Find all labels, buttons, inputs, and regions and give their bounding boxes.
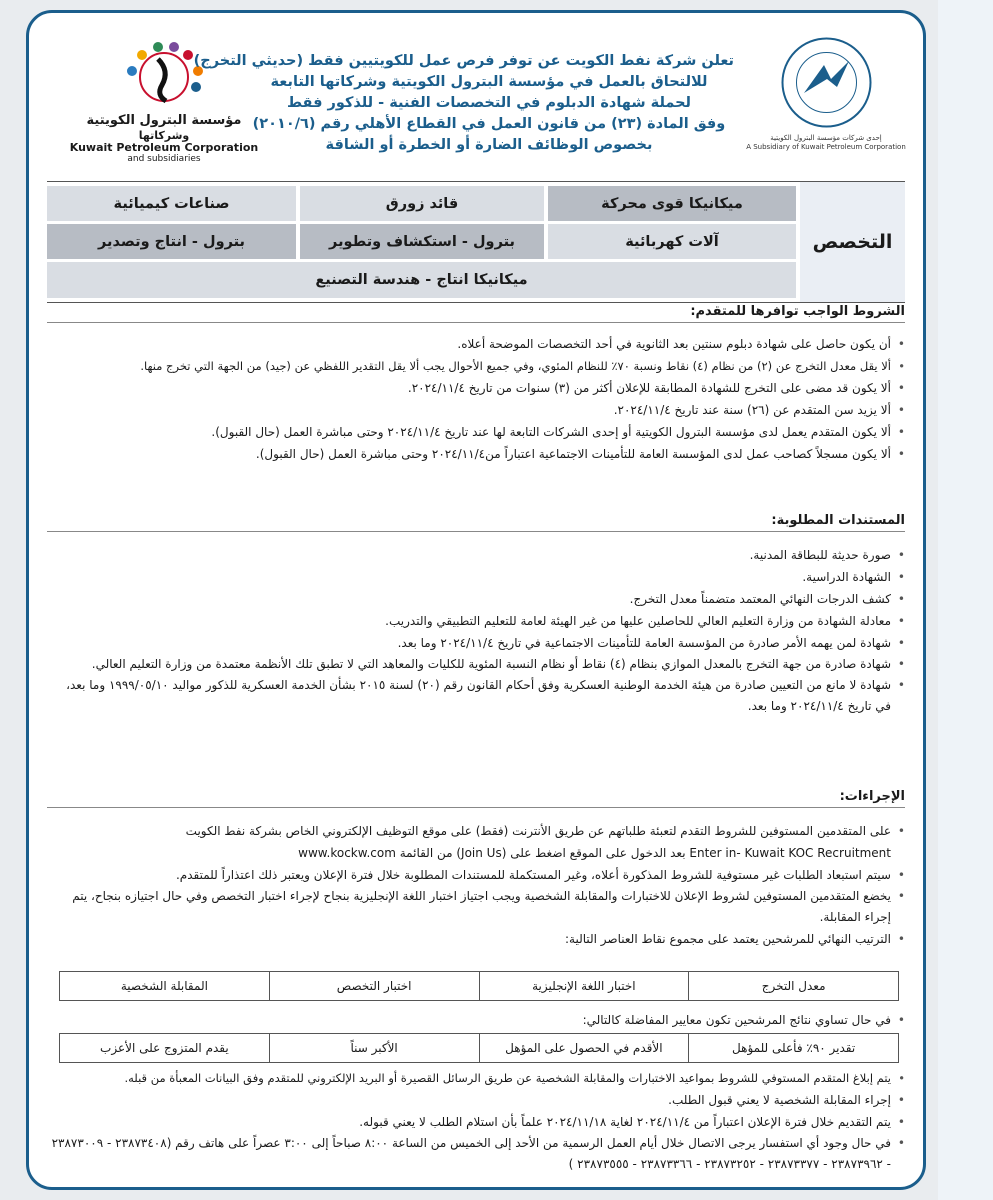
list-item: • صورة حديثة للبطاقة المدنية.	[47, 544, 905, 566]
list-item	[47, 842, 905, 864]
conditions-title: الشروط الواجب توافرها للمتقدم:	[47, 304, 905, 323]
list-item: • في حال وجود أي استفسار يرجى الاتصال خلال أيام العمل الرسمية من الأحد إلى الخميس من الساعة ٨:٠٠ صباحاً إلى ٣:٠٠ عصراً على هاتف رقم (٢٣٨٧٣٤٠٨ - ٢٣٨٧٣٠٠٩ - ٢٣٨٧٣٩٦٢ - ٢٣٨٧٣٣٧٧ - ٢٣٨٧٣٢٥٢ - ٢٣٨٧٣٣٦٦ - ٢٣٨٧٣٥٥٥ )	[47, 1133, 905, 1175]
list-item: • يتم إبلاغ المتقدم المستوفي للشروط بمواعيد الاختبارات والمقابلة الشخصية عن طريق الرسائل القصيرة أو البريد الإلكتروني للمتقدم وفق البيانات المعبأة من قبله.	[47, 1067, 905, 1089]
koc-emblem-icon	[779, 35, 874, 130]
list-item: • الترتيب النهائي للمرشحين يعتمد على مجموع نقاط العناصر التالية:	[47, 928, 905, 950]
title-line: بخصوص الوظائف الضارة أو الخطرة أو الشاقة	[325, 137, 653, 153]
list-item: • أن يكون حاصل على شهادة دبلوم سنتين بعد الثانوية في أحد التخصصات الموضحة أعلاه.	[47, 333, 905, 355]
tie-cell: الأكبر سناً	[269, 1034, 479, 1062]
list-item: • ألا يزيد سن المتقدم عن (٢٦) سنة عند تاريخ ٢٠٢٤/١١/٤.	[47, 399, 905, 421]
list-item: • يخضع المتقدمين المستوفين لشروط الإعلان للاختبارات والمقابلة الشخصية ويجب اجتياز اختبار اللغة الإنجليزية بنجاح لإجراء اختبار التخصص وفي حال اجتيازه بنجاح، يتم إجراء المقابلة.	[47, 886, 905, 928]
apply-online-text: على المتقدمين المستوفين للشروط التقدم لتعبئة طلباتهم عن طريق الأنترنت (فقط) على موقع التوظيف الإلكتروني الخاص بشركة نفط الكويت	[185, 824, 891, 838]
right-strip	[938, 0, 993, 1200]
ranking-cell: المقابلة الشخصية	[120, 979, 208, 993]
specialties-table	[47, 181, 905, 303]
documents-title: المستندات المطلوبة:	[47, 513, 905, 532]
procedures-title: الإجراءات:	[47, 789, 905, 808]
list-item: • ألا يكون مسجلاً كصاحب عمل لدى المؤسسة العامة للتأمينات الاجتماعية اعتباراً من٢٠٢٤/١١/٤ وحتى مباشرة العمل (حال القبول).	[47, 443, 905, 465]
specialty-cell: ميكانيكا انتاج - هندسة التصنيع	[47, 262, 796, 298]
list-item: • سيتم استبعاد الطلبات غير مستوفية للشروط المذكورة أعلاه، وغير المستكملة للمستندات المطلوبة خلال فترة الإعلان ويعتبر ذلك اعتذاراً للمتقدم.	[47, 864, 905, 886]
tie-table	[59, 1033, 899, 1063]
list-item: • ألا يقل معدل التخرج عن (٢) من نظام (٤) نقاط ونسبة ٧٠٪ للنظام المئوي، وفي جميع الأحوال يجب ألا يقل التقدير اللفظي عن (جيد) من الجهة التي تخرج منها.	[47, 355, 905, 377]
documents-list	[47, 544, 905, 717]
job-announcement	[26, 10, 926, 1190]
tie-intro-section	[47, 1009, 905, 1031]
specialty-cell: صناعات كيميائية	[47, 186, 296, 221]
specialty-cell: بترول - استكشاف وتطوير	[300, 224, 544, 259]
header	[29, 13, 926, 183]
ranking-cell: اختبار التخصص	[269, 972, 479, 1000]
tie-cell: الأقدم في الحصول على المؤهل	[479, 1034, 689, 1062]
kpc-arabic-sub: وشركاتها	[138, 129, 190, 142]
list-item: • ألا يكون المتقدم يعمل لدى مؤسسة البترول الكويتية أو إحدى الشركات التابعة لها عند تاريخ ٢٠٢٤/١١/٤ وحتى مباشرة العمل (حال القبول).	[47, 421, 905, 443]
title-line: تعلن شركة نفط الكويت عن توفر فرص عمل للكويتيين فقط (حديثي التخرج)	[193, 53, 734, 69]
koc-note: إحدى شركات مؤسسة البترول الكويتية	[770, 134, 882, 142]
documents-section	[47, 513, 905, 717]
list-item: • شهادة لمن يهمه الأمر صادرة من المؤسسة العامة للتأمينات الاجتماعية في تاريخ ٢٠٢٤/١١/٤ وما بعد.	[47, 632, 905, 654]
specialty-cell: ميكانيكا قوى محركة	[548, 186, 796, 221]
kpc-english-sub: and subsidiaries	[127, 154, 201, 164]
list-item: • ألا يكون قد مضى على التخرج للشهادة المطابقة للإعلان أكثر من (٣) سنوات من تاريخ ٢٠٢٤/١١/٤.	[47, 377, 905, 399]
ranking-table	[59, 971, 899, 1001]
specialty-label: التخصص	[800, 182, 905, 302]
title-line: للالتحاق بالعمل في مؤسسة البترول الكويتية وشركاتها التابعة	[270, 74, 708, 90]
procedures-list	[47, 820, 905, 950]
join-us-text: بعد الدخول على الموقع اضغط على (Join Us) من القائمة	[399, 846, 686, 860]
tie-intro-list	[47, 1009, 905, 1031]
kpc-arabic-name: مؤسسة البترول الكويتية	[86, 113, 242, 128]
conditions-section	[47, 304, 905, 465]
list-item	[47, 820, 905, 842]
ranking-cell: معدل التخرج	[688, 972, 898, 1000]
conditions-list	[47, 333, 905, 465]
procedures-section	[47, 789, 905, 950]
list-item: • كشف الدرجات النهائي المعتمد متضمناً معدل التخرج.	[47, 588, 905, 610]
specialty-cell: قائد زورق	[300, 186, 544, 221]
list-item: • معادلة الشهادة من وزارة التعليم العالي للحاصلين عليها من غير الهيئة لعامة للتعليم التطبيقي والتدريب.	[47, 610, 905, 632]
list-item: • يتم التقديم خلال فترة الإعلان اعتباراً من ٢٠٢٤/١١/٤ لغاية ٢٠٢٤/١١/١٨ علماً بأن استلام الطلب لا يعني قبوله.	[47, 1111, 905, 1133]
tie-cell: تقدير ٩٠٪ فأعلى للمؤهل	[688, 1034, 898, 1062]
ranking-cell: اختبار اللغة الإنجليزية	[479, 972, 689, 1000]
title-line: وفق المادة (٢٣) من قانون العمل في القطاع الأهلي رقم (٢٠١٠/٦)	[252, 116, 726, 132]
specialty-cell: آلات كهربائية	[548, 224, 796, 259]
final-notes-list	[47, 1067, 905, 1175]
list-item: • إجراء المقابلة الشخصية لا يعني قبول الطلب.	[47, 1089, 905, 1111]
kpc-english-name: Kuwait Petroleum Corporation	[69, 141, 259, 154]
list-item: • شهادة صادرة من جهة التخرج بالمعدل الموازي بنظام (٤) نقاط أو نظام النسبة المئوية للكليات والمعاهد التي لا تطبق تلك الأنظمة معتمدة من وزارة التعليم العالي.	[47, 654, 905, 675]
final-notes-section	[47, 1067, 905, 1175]
specialty-cell: بترول - انتاج وتصدير	[47, 224, 296, 259]
announcement-title	[193, 51, 734, 156]
title-line: لحملة شهادة الدبلوم في التخصصات الفنية - للذكور فقط	[287, 95, 691, 111]
list-item: • شهادة لا مانع من التعيين صادرة من هيئة الخدمة الوطنية العسكرية وفق أحكام القانون رقم (٢٠) لسنة ٢٠١٥ بشأن الخدمة العسكرية للذكور مواليد ١٩٩٩/٠٥/١٠ وما بعد، في تاريخ ٢٠٢٤/١١/٤ وما بعد.	[47, 675, 905, 717]
recruitment-path: Enter in- Kuwait KOC Recruitment	[689, 846, 891, 860]
tie-cell: يقدم المتزوج على الأعزب	[100, 1041, 229, 1055]
website-link[interactable]: www.kockw.com	[298, 846, 396, 860]
list-item: • الشهادة الدراسية.	[47, 566, 905, 588]
list-item: • في حال تساوي نتائج المرشحين تكون معايير المفاضلة كالتالي:	[47, 1009, 905, 1031]
koc-logo	[741, 35, 911, 152]
koc-note-en: A Subsidiary of Kuwait Petroleum Corporation	[746, 143, 906, 151]
